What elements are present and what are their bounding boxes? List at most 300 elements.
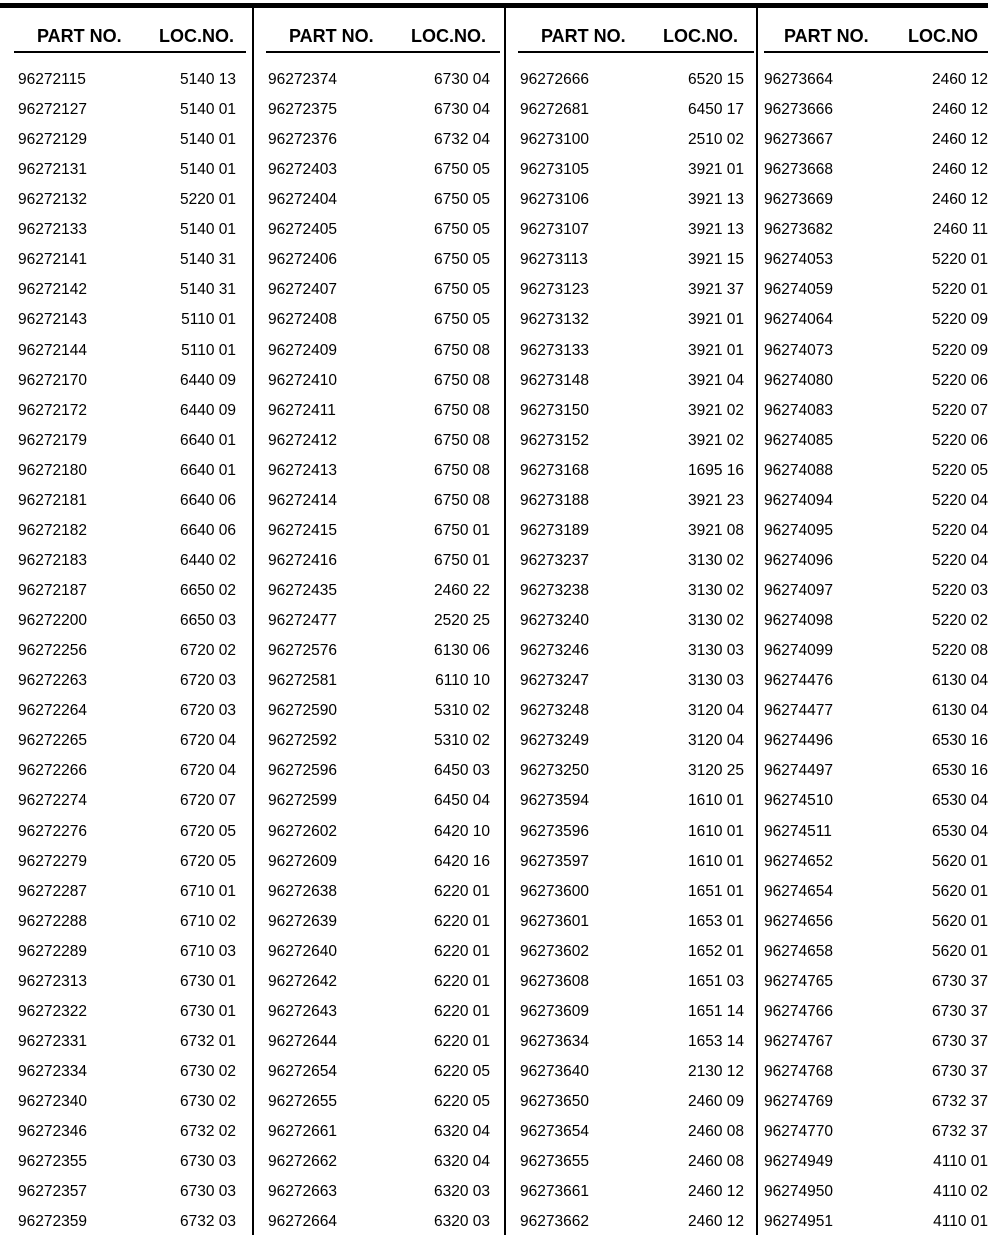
column-header-loc-no: LOC.NO (908, 26, 978, 46)
table-column-3 (504, 8, 756, 1235)
location-number-cell: 6732 37 (931, 1093, 988, 1111)
part-number-cell: 96272276 (18, 822, 87, 840)
part-number-cell: 96272413 (268, 461, 337, 479)
location-number-cell: 6130 04 (931, 702, 988, 720)
location-number-cell: 5140 31 (179, 281, 236, 299)
part-number-cell: 96272412 (268, 431, 337, 449)
location-number-cell: 6750 08 (433, 431, 490, 449)
part-number-cell: 96274476 (764, 672, 833, 690)
column-header-part-no: PART NO. (784, 26, 869, 46)
location-number-cell: 6750 01 (433, 521, 490, 539)
part-number-cell: 96272172 (18, 401, 87, 419)
location-number-cell: 4110 01 (933, 1213, 988, 1231)
part-number-cell: 96272409 (268, 341, 337, 359)
part-number-cell: 96273601 (520, 912, 589, 930)
part-number-cell: 96274510 (764, 792, 833, 810)
part-number-cell: 96272410 (268, 371, 337, 389)
part-number-cell: 96274094 (764, 491, 833, 509)
part-number-cell: 96272435 (268, 582, 337, 600)
location-number-cell: 6730 37 (931, 972, 988, 990)
part-number-cell: 96272127 (18, 101, 87, 119)
part-number-cell: 96273655 (520, 1153, 589, 1171)
part-number-cell: 96272263 (18, 672, 87, 690)
location-number-cell: 5220 01 (931, 251, 988, 269)
part-number-cell: 96272374 (268, 71, 337, 88)
location-number-cell: 6220 01 (433, 1002, 490, 1020)
part-number-cell: 96272655 (268, 1093, 337, 1111)
part-number-cell: 96274097 (764, 582, 833, 600)
location-number-cell: 3921 01 (687, 161, 744, 179)
location-number-cell: 6730 03 (179, 1183, 236, 1201)
location-number-cell: 5220 07 (931, 401, 988, 419)
location-number-cell: 6720 05 (179, 852, 236, 870)
location-number-cell: 5110 01 (181, 311, 236, 329)
header-rule (764, 51, 988, 53)
location-number-cell: 6530 04 (931, 822, 988, 840)
part-number-cell: 96272602 (268, 822, 337, 840)
part-number-cell: 96272654 (268, 1062, 337, 1080)
column-header-loc-no: LOC.NO. (159, 26, 234, 46)
location-number-cell: 6750 05 (433, 311, 490, 329)
part-number-cell: 96273596 (520, 822, 589, 840)
location-number-cell: 5140 31 (179, 251, 236, 269)
part-number-cell: 96272288 (18, 912, 87, 930)
location-number-cell: 3120 04 (687, 702, 744, 720)
part-number-cell: 96272182 (18, 521, 87, 539)
location-number-cell: 6220 01 (433, 942, 490, 960)
location-number-cell: 3921 15 (687, 251, 744, 269)
part-number-cell: 96273189 (520, 521, 589, 539)
part-number-cell: 96272287 (18, 882, 87, 900)
location-number-cell: 3130 02 (687, 551, 744, 569)
part-number-cell: 96272663 (268, 1183, 337, 1201)
location-number-cell: 5220 09 (931, 341, 988, 359)
location-number-cell: 6420 16 (433, 852, 490, 870)
location-number-cell: 5220 04 (931, 491, 988, 509)
location-number-cell: 3921 02 (687, 401, 744, 419)
part-number-cell: 96274658 (764, 942, 833, 960)
location-number-cell: 6320 03 (433, 1183, 490, 1201)
part-number-cell: 96272115 (18, 71, 86, 88)
location-number-cell: 6320 04 (433, 1153, 490, 1171)
column-header-loc-no: LOC.NO. (663, 26, 738, 46)
part-number-cell: 96272404 (268, 191, 337, 209)
part-number-cell: 96272274 (18, 792, 87, 810)
location-number-cell: 6730 37 (931, 1002, 988, 1020)
part-number-cell: 96273664 (764, 71, 833, 88)
part-number-cell: 96273247 (520, 672, 589, 690)
location-number-cell: 3921 13 (687, 191, 744, 209)
part-number-cell: 96273148 (520, 371, 589, 389)
part-number-cell: 96272141 (18, 251, 87, 269)
part-number-cell: 96274085 (764, 431, 833, 449)
part-number-cell: 96274496 (764, 732, 833, 750)
location-number-cell: 2460 09 (687, 1093, 744, 1111)
location-number-cell: 6730 37 (931, 1032, 988, 1050)
part-number-cell: 96272596 (268, 762, 337, 780)
location-number-cell: 6440 09 (179, 371, 236, 389)
table-column-4 (756, 8, 988, 1235)
part-number-cell: 96272334 (18, 1062, 87, 1080)
location-number-cell: 6750 05 (433, 161, 490, 179)
part-number-cell: 96272644 (268, 1032, 337, 1050)
part-number-cell: 96272256 (18, 642, 87, 660)
part-number-cell: 96274768 (764, 1062, 833, 1080)
location-number-cell: 5220 01 (179, 191, 236, 209)
location-number-cell: 6720 05 (179, 822, 236, 840)
part-number-cell: 96273662 (520, 1213, 589, 1231)
part-number-cell: 96273600 (520, 882, 589, 900)
location-number-cell: 3130 03 (687, 642, 744, 660)
part-number-cell: 96274073 (764, 341, 833, 359)
part-number-cell: 96273246 (520, 642, 589, 660)
location-number-cell: 1651 01 (687, 882, 744, 900)
part-number-cell: 96273100 (520, 131, 589, 149)
location-number-cell: 6440 09 (179, 401, 236, 419)
column-header-part-no: PART NO. (541, 26, 626, 46)
part-number-cell: 96273640 (520, 1062, 589, 1080)
location-number-cell: 6730 37 (931, 1062, 988, 1080)
location-number-cell: 2460 12 (931, 161, 988, 179)
location-number-cell: 6640 01 (179, 431, 236, 449)
location-number-cell: 6530 16 (931, 762, 988, 780)
location-number-cell: 6750 05 (433, 191, 490, 209)
location-number-cell: 6450 04 (433, 792, 490, 810)
part-number-cell: 96273602 (520, 942, 589, 960)
part-number-cell: 96274083 (764, 401, 833, 419)
location-number-cell: 6732 02 (179, 1123, 236, 1141)
part-number-cell: 96272322 (18, 1002, 87, 1020)
location-number-cell: 6320 03 (433, 1213, 490, 1231)
part-number-cell: 96272142 (18, 281, 87, 299)
part-number-cell: 96273132 (520, 311, 589, 329)
location-number-cell: 2460 11 (933, 221, 988, 239)
header-rule (518, 51, 754, 53)
location-number-cell: 2460 12 (687, 1183, 744, 1201)
location-number-cell: 3130 03 (687, 672, 744, 690)
location-number-cell: 1695 16 (687, 461, 744, 479)
location-number-cell: 5220 04 (931, 551, 988, 569)
location-number-cell: 6220 01 (433, 882, 490, 900)
location-number-cell: 6750 05 (433, 221, 490, 239)
column-header-part-no: PART NO. (289, 26, 374, 46)
location-number-cell: 5140 13 (179, 71, 236, 88)
location-number-cell: 2460 12 (931, 101, 988, 119)
part-number-cell: 96273107 (520, 221, 589, 239)
part-number-cell: 96273650 (520, 1093, 589, 1111)
location-number-cell: 2130 12 (687, 1062, 744, 1080)
location-number-cell: 3921 02 (687, 431, 744, 449)
location-number-cell: 6110 10 (435, 672, 490, 690)
location-number-cell: 6530 04 (931, 792, 988, 810)
location-number-cell: 4110 02 (933, 1183, 988, 1201)
part-number-cell: 96273248 (520, 702, 589, 720)
part-number-cell: 96272133 (18, 221, 87, 239)
part-number-cell: 96273249 (520, 732, 589, 750)
location-number-cell: 6750 01 (433, 551, 490, 569)
location-number-cell: 6732 01 (179, 1032, 236, 1050)
part-number-cell: 96274088 (764, 461, 833, 479)
part-number-cell: 96272179 (18, 431, 87, 449)
part-number-cell: 96272590 (268, 702, 337, 720)
part-number-cell: 96272331 (18, 1032, 87, 1050)
location-number-cell: 2460 08 (687, 1153, 744, 1171)
part-number-cell: 96274477 (764, 702, 833, 720)
location-number-cell: 5220 02 (931, 612, 988, 630)
location-number-cell: 6220 01 (433, 1032, 490, 1050)
part-number-cell: 96272638 (268, 882, 337, 900)
part-number-cell: 96272183 (18, 551, 87, 569)
part-number-cell: 96272129 (18, 131, 87, 149)
location-number-cell: 3921 01 (687, 311, 744, 329)
location-number-cell: 6750 05 (433, 251, 490, 269)
part-number-cell: 96274652 (764, 852, 833, 870)
part-number-cell: 96273654 (520, 1123, 589, 1141)
location-number-cell: 6750 08 (433, 371, 490, 389)
location-number-cell: 6130 04 (931, 672, 988, 690)
location-number-cell: 6220 05 (433, 1062, 490, 1080)
header-rule (266, 51, 500, 53)
location-number-cell: 5220 09 (931, 311, 988, 329)
part-number-cell: 96273250 (520, 762, 589, 780)
part-number-cell: 96272414 (268, 491, 337, 509)
part-number-cell: 96273168 (520, 461, 589, 479)
part-number-cell: 96274767 (764, 1032, 833, 1050)
location-number-cell: 6640 06 (179, 521, 236, 539)
location-number-cell: 6720 03 (179, 702, 236, 720)
part-number-cell: 96272355 (18, 1153, 87, 1171)
part-number-cell: 96272144 (18, 341, 87, 359)
location-number-cell: 6730 04 (433, 101, 490, 119)
part-number-cell: 96272132 (18, 191, 87, 209)
table-column-2 (252, 8, 504, 1235)
part-number-cell: 96274766 (764, 1002, 833, 1020)
location-number-cell: 3120 04 (687, 732, 744, 750)
location-number-cell: 3921 01 (687, 341, 744, 359)
location-number-cell: 3921 23 (687, 491, 744, 509)
location-number-cell: 4110 01 (933, 1153, 988, 1171)
location-number-cell: 6750 08 (433, 341, 490, 359)
part-number-cell: 96272340 (18, 1093, 87, 1111)
location-number-cell: 5220 08 (931, 642, 988, 660)
location-number-cell: 5220 05 (931, 461, 988, 479)
part-number-cell: 96274765 (764, 972, 833, 990)
part-number-cell: 96272170 (18, 371, 87, 389)
location-number-cell: 5220 04 (931, 521, 988, 539)
location-number-cell: 3921 04 (687, 371, 744, 389)
location-number-cell: 6320 04 (433, 1123, 490, 1141)
part-number-cell: 96272576 (268, 642, 337, 660)
location-number-cell: 6730 01 (179, 1002, 236, 1020)
location-number-cell: 1651 03 (687, 972, 744, 990)
location-number-cell: 5140 01 (179, 101, 236, 119)
part-number-cell: 96272376 (268, 131, 337, 149)
part-number-cell: 96274656 (764, 912, 833, 930)
location-number-cell: 6450 03 (433, 762, 490, 780)
location-number-cell: 3130 02 (687, 612, 744, 630)
part-number-cell: 96274059 (764, 281, 833, 299)
location-number-cell: 2460 08 (687, 1123, 744, 1141)
location-number-cell: 2460 12 (931, 131, 988, 149)
location-number-cell: 6220 05 (433, 1093, 490, 1111)
part-number-cell: 96272405 (268, 221, 337, 239)
part-number-cell: 96272265 (18, 732, 87, 750)
part-number-cell: 96273594 (520, 792, 589, 810)
part-number-cell: 96274770 (764, 1123, 833, 1141)
location-number-cell: 6720 03 (179, 672, 236, 690)
part-number-cell: 96272131 (18, 161, 87, 179)
location-number-cell: 5110 01 (181, 341, 236, 359)
part-number-cell: 96273106 (520, 191, 589, 209)
location-number-cell: 2510 02 (687, 131, 744, 149)
part-number-cell: 96273150 (520, 401, 589, 419)
location-number-cell: 6650 02 (179, 582, 236, 600)
part-number-cell: 96272642 (268, 972, 337, 990)
column-header-loc-no: LOC.NO. (411, 26, 486, 46)
part-number-cell: 96272609 (268, 852, 337, 870)
part-number-cell: 96274099 (764, 642, 833, 660)
location-number-cell: 1653 01 (687, 912, 744, 930)
part-number-cell: 96272592 (268, 732, 337, 750)
part-number-cell: 96272200 (18, 612, 87, 630)
location-number-cell: 5310 02 (433, 702, 490, 720)
location-number-cell: 1651 14 (687, 1002, 744, 1020)
location-number-cell: 5620 01 (931, 882, 988, 900)
location-number-cell: 5220 03 (931, 582, 988, 600)
part-number-cell: 96273668 (764, 161, 833, 179)
location-number-cell: 6732 04 (433, 131, 490, 149)
location-number-cell: 5140 01 (179, 221, 236, 239)
part-number-cell: 96272408 (268, 311, 337, 329)
location-number-cell: 6730 02 (179, 1093, 236, 1111)
location-number-cell: 6750 05 (433, 281, 490, 299)
part-number-cell: 96274950 (764, 1183, 833, 1201)
table-column-1 (0, 8, 252, 1235)
part-number-cell: 96272407 (268, 281, 337, 299)
part-number-cell: 96273133 (520, 341, 589, 359)
location-number-cell: 5620 01 (931, 852, 988, 870)
part-number-cell: 96274053 (764, 251, 833, 269)
part-number-cell: 96272415 (268, 521, 337, 539)
part-number-cell: 96272313 (18, 972, 87, 990)
part-number-cell: 96272662 (268, 1153, 337, 1171)
location-number-cell: 3921 08 (687, 521, 744, 539)
location-number-cell: 1653 14 (687, 1032, 744, 1050)
part-number-cell: 96273666 (764, 101, 833, 119)
location-number-cell: 2460 12 (931, 191, 988, 209)
location-number-cell: 6750 08 (433, 491, 490, 509)
location-number-cell: 6732 03 (179, 1213, 236, 1231)
part-number-cell: 96274095 (764, 521, 833, 539)
part-number-cell: 96272416 (268, 551, 337, 569)
part-number-cell: 96272477 (268, 612, 337, 630)
location-number-cell: 6450 17 (687, 101, 744, 119)
part-number-cell: 96272289 (18, 942, 87, 960)
location-number-cell: 6730 04 (433, 71, 490, 88)
part-number-cell: 96272581 (268, 672, 337, 690)
part-number-cell: 96273608 (520, 972, 589, 990)
location-number-cell: 5140 01 (179, 161, 236, 179)
part-number-cell: 96272666 (520, 71, 589, 88)
location-number-cell: 6530 16 (931, 732, 988, 750)
part-number-cell: 96272640 (268, 942, 337, 960)
part-number-cell: 96274654 (764, 882, 833, 900)
part-number-cell: 96273240 (520, 612, 589, 630)
part-number-cell: 96272279 (18, 852, 87, 870)
location-number-cell: 6730 02 (179, 1062, 236, 1080)
part-number-cell: 96273188 (520, 491, 589, 509)
location-number-cell: 6720 04 (179, 732, 236, 750)
part-number-cell: 96272664 (268, 1213, 337, 1231)
part-number-cell: 96273238 (520, 582, 589, 600)
part-number-cell: 96274769 (764, 1093, 833, 1111)
location-number-cell: 6710 03 (179, 942, 236, 960)
location-number-cell: 6220 01 (433, 912, 490, 930)
part-number-cell: 96272346 (18, 1123, 87, 1141)
column-header-part-no: PART NO. (37, 26, 122, 46)
part-number-cell: 96272143 (18, 311, 87, 329)
location-number-cell: 2460 12 (931, 71, 988, 88)
location-number-cell: 6750 08 (433, 401, 490, 419)
location-number-cell: 5220 06 (931, 371, 988, 389)
location-number-cell: 5220 06 (931, 431, 988, 449)
location-number-cell: 6420 10 (433, 822, 490, 840)
header-rule (14, 51, 246, 53)
part-number-cell: 96273682 (764, 221, 833, 239)
part-number-cell: 96272359 (18, 1213, 87, 1231)
location-number-cell: 6640 01 (179, 461, 236, 479)
location-number-cell: 6710 01 (179, 882, 236, 900)
part-number-cell: 96274096 (764, 551, 833, 569)
part-number-cell: 96273609 (520, 1002, 589, 1020)
part-number-cell: 96274511 (764, 822, 832, 840)
location-number-cell: 5620 01 (931, 912, 988, 930)
part-number-cell: 96272639 (268, 912, 337, 930)
location-number-cell: 6710 02 (179, 912, 236, 930)
location-number-cell: 6720 04 (179, 762, 236, 780)
location-number-cell: 6732 37 (931, 1123, 988, 1141)
location-number-cell: 5310 02 (433, 732, 490, 750)
location-number-cell: 5140 01 (179, 131, 236, 149)
location-number-cell: 1652 01 (687, 942, 744, 960)
part-number-cell: 96273105 (520, 161, 589, 179)
location-number-cell: 6520 15 (687, 71, 744, 88)
location-number-cell: 3921 13 (687, 221, 744, 239)
location-number-cell: 2460 12 (687, 1213, 744, 1231)
location-number-cell: 6650 03 (179, 612, 236, 630)
location-number-cell: 3120 25 (687, 762, 744, 780)
location-number-cell: 5620 01 (931, 942, 988, 960)
location-number-cell: 6720 02 (179, 642, 236, 660)
part-number-cell: 96272375 (268, 101, 337, 119)
part-number-cell: 96272264 (18, 702, 87, 720)
part-number-cell: 96272681 (520, 101, 589, 119)
part-number-cell: 96273661 (520, 1183, 589, 1201)
part-number-cell: 96274064 (764, 311, 833, 329)
part-number-cell: 96273634 (520, 1032, 589, 1050)
part-number-cell: 96274949 (764, 1153, 833, 1171)
part-number-cell: 96273667 (764, 131, 833, 149)
part-number-cell: 96273237 (520, 551, 589, 569)
location-number-cell: 6730 03 (179, 1153, 236, 1171)
part-number-cell: 96272181 (18, 491, 87, 509)
part-number-cell: 96273123 (520, 281, 589, 299)
part-number-cell: 96272403 (268, 161, 337, 179)
location-number-cell: 6750 08 (433, 461, 490, 479)
part-number-cell: 96272643 (268, 1002, 337, 1020)
location-number-cell: 6730 01 (179, 972, 236, 990)
part-number-cell: 96273669 (764, 191, 833, 209)
